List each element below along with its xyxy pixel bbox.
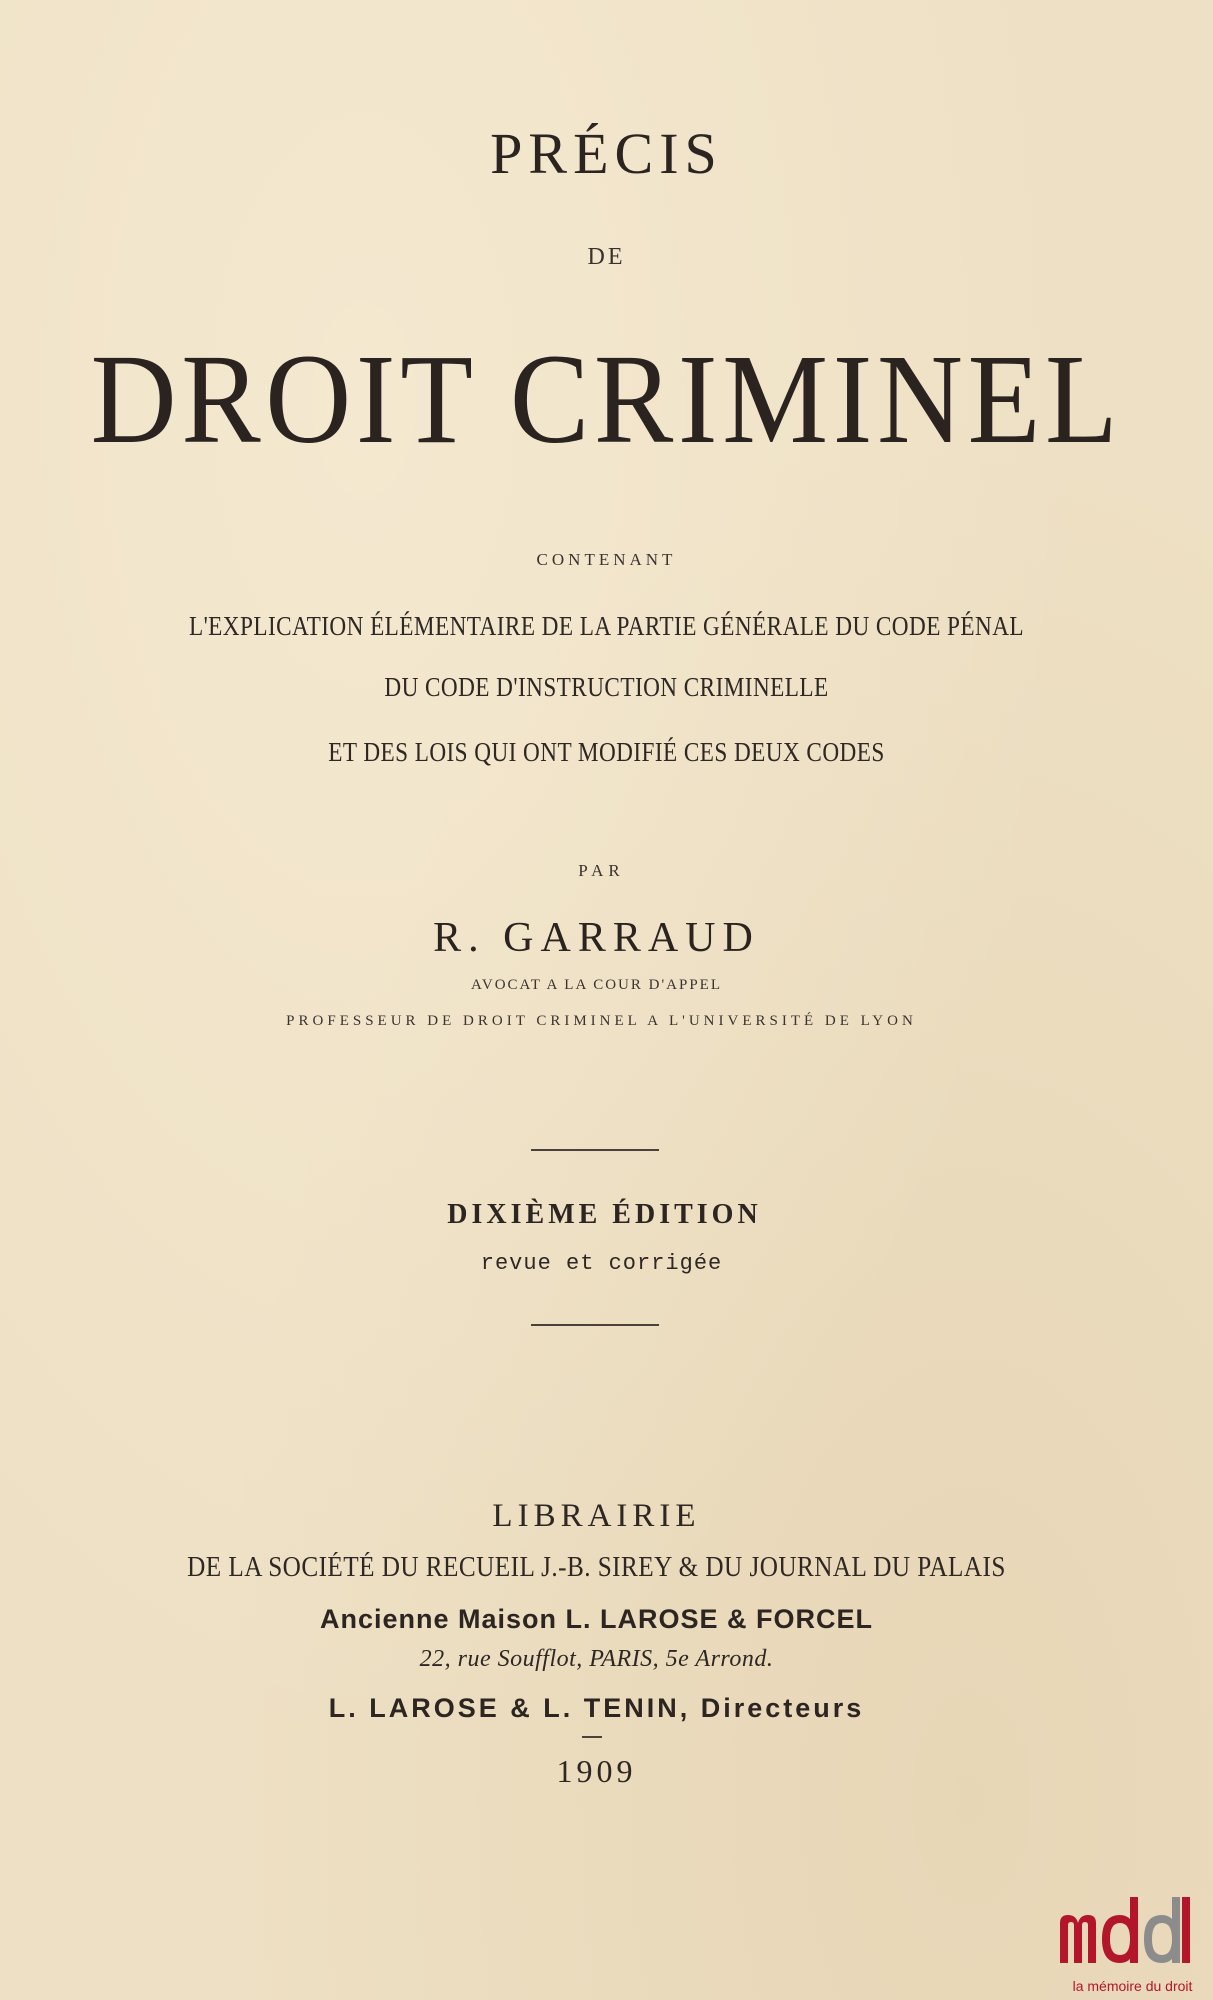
author-role-1: AVOCAT A LA COUR D'APPEL <box>470 977 723 993</box>
book-title: DROIT CRIMINEL <box>90 328 1123 470</box>
mdd-logo-icon <box>1056 1893 1208 1965</box>
edition-note: revue et corrigée <box>480 1251 723 1276</box>
mdd-logo <box>1052 1893 1213 2000</box>
subtitle-line-1: L'EXPLICATION ÉLÉMENTAIRE DE LA PARTIE GÉNÉRALE DU CODE PÉNAL <box>188 611 1025 641</box>
author-name: R. GARRAUD <box>433 915 760 961</box>
title-precis: PRÉCIS <box>490 121 723 186</box>
subtitle-line-2: DU CODE D'INSTRUCTION CRIMINELLE <box>384 672 829 702</box>
author-by: PAR <box>578 861 625 880</box>
divider-bottom <box>531 1324 659 1326</box>
publisher-society: DE LA SOCIÉTÉ DU RECUEIL J.-B. SIREY & DU JOURNAL DU PALAIS <box>187 1552 1006 1583</box>
subtitle-line-3: ET DES LOIS QUI ONT MODIFIÉ CES DEUX CODES <box>328 737 885 767</box>
publisher-address: 22, rue Soufflot, PARIS, 5e Arrond. <box>419 1646 774 1672</box>
author-role-2: PROFESSEUR DE DROIT CRIMINEL A L'UNIVERSITÉ DE LYON <box>286 1013 917 1029</box>
edition-label: DIXIÈME ÉDITION <box>447 1199 762 1230</box>
divider-top <box>531 1149 659 1151</box>
publisher-former: Ancienne Maison L. LAROSE & FORCEL <box>319 1604 874 1634</box>
subtitle-intro: CONTENANT <box>536 550 677 569</box>
logo-caption: la mémoire du droit <box>1072 1978 1193 1994</box>
year-divider <box>582 1736 602 1738</box>
publication-year: 1909 <box>556 1753 637 1789</box>
publisher-heading: LIBRAIRIE <box>492 1498 701 1534</box>
title-de: DE <box>587 244 626 270</box>
publisher-directors: L. LAROSE & L. TENIN, Directeurs <box>328 1693 865 1723</box>
